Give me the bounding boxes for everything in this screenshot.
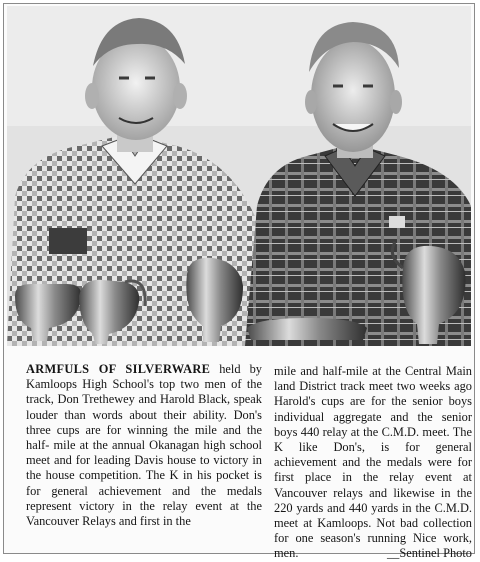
photo-credit-text: Sentinel Photo [399,546,472,561]
caption-headline: ARMFULS OF SILVERWARE [26,362,211,376]
photo-credit: __Sentinel Photo [386,546,472,561]
caption-text-left: held by Kamloops High School's top two men of the track, Don Trethewey and Harold Black, speak louder than words about their ability. Don's three cups are for winning the mile and the half- mile at the annual Okanagan high school meet and for leading Davis house to victory in the house competition. The K in his pocket is for general achievement and the medals represent victory in the relay event at the Vancouver Relays and first in the [26,362,262,529]
photo-two-athletes-with-trophies [7,6,471,346]
photo-caption [26,350,472,561]
caption-column-right [274,364,472,561]
caption-text-right: mile and half-mile at the Central Main land District track meet two weeks ago Harold's cups are for the senior boys individual aggregate and the senior boys 440 relay at the C.M.D. meet. The K like Don's, is for general achievement and the medals were for first place in the relay event at Vancouver relays and likewise in the 220 yards and 440 yards in the C.M.D. meet at Kamloops. Not bad collection for one season's running Nice work, men. [274,364,472,561]
caption-column-left [26,362,262,544]
clipping-frame [3,3,475,561]
